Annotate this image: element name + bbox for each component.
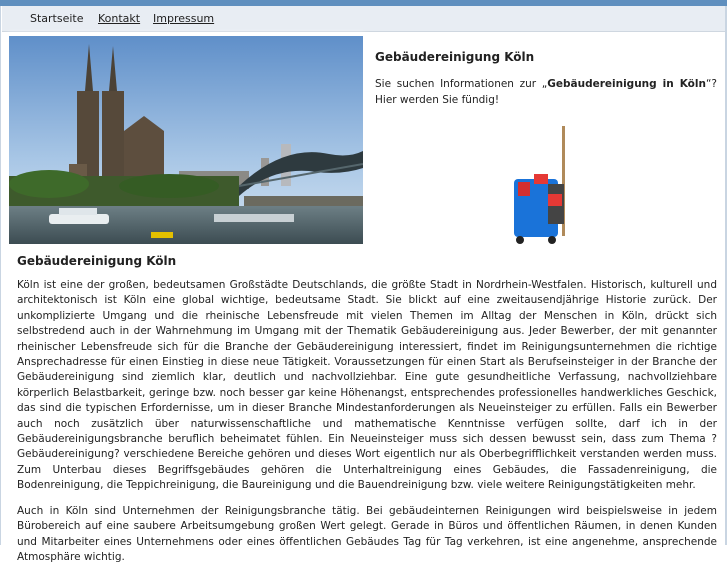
cleaning-cart-illustration [508, 124, 574, 246]
paragraph-2: Auch in Köln sind Unternehmen der Reinigungsbranche tätig. Bei gebäudeinternen Reinigungen wird beispielsweise in jedem Bürobereich auf eine saubere Arbeitsumgebung großen Wert gelegt. Gerade in Büros und öffentlichen Räumen, in denen Kunden und Mitarbeiter eines Unternehmens oder eines öffentlichen Gebäudes Tag für Tag verkehren, ist eine angenehme, ansprechende Atmosphäre wichtig. [17, 504, 717, 563]
page-title: Gebäudereinigung Köln [375, 50, 535, 64]
section-title: Gebäudereinigung Köln [17, 254, 177, 268]
intro-section [375, 50, 717, 108]
intro-bold-keyword: Gebäudereinigung in Köln [547, 78, 706, 90]
intro-text: Sie suchen Informationen zur „Gebäudereinigung in Köln“? Hier werden Sie fündig! [375, 78, 717, 106]
paragraph-1: Köln ist eine der großen, bedeutsamen Großstädte Deutschlands, die größte Stadt in Nordrhein-Westfalen. Historisch, kulturell und architektonisch ist Köln eine global wichtige, bedeutsame Stadt. Sie blickt auf eine zweitausendjährige Historie zurück. Der unkomplizierte Umgang und die rheinische Lebensfreude mit vielen Themen im Alltag der Menschen in Köln, drückt sich selbstredend auch in der Wahrnehmung im Umgang mit der Thematik Gebäudereinigung aus. Jeder Bewerber, der mit genannter rheinischer Lebensfreude sich für die Branche der Gebäudereinigung interessiert, findet im Reinigungsunternehmen die richtige Ansprechadresse für einen Einstieg in diese neue Tätigkeit. Voraussetzungen für einen Start als Berufseinsteiger in der Branche der Gebäudereinigung sind ziemlich klar, deutlich und nachvollziehbar. Eine gute gesundheitliche Verfassung, nachvollziehbare körperlich Belastbarkeit, geringe bzw. noch besser gar keine Höhenangst, entsprechendes professionelles handwerkliches Geschick, das sind die typischen Erfordernisse, um in dieser Branche Mindestanforderungen als Neueinsteiger zu erfüllen. Falls ein Bewerber auch noch zusätzlich über naturwissenschaftliche und mathematische Kenntnisse verfügen sollte, darf ich in der Gebäudereinigungsbranche beruflich beheimatet fühlen. Ein Neueinsteiger muss sich dessen bewusst sein, dass zum Thema ?Gebäudereinigung? verschiedene Bereiche gehören und dieses Wort eigentlich nur als Oberbegrifflichkeit verstanden werden muss. Zum Unterbau dieses Begriffsgebäudes gehören die Unterhaltreinigung eines Gebäudes, die Fassadenreinigung, die Bodenreinigung, die Teppichreinigung, die Baureinigung und die Bauendreinigung bzw. viele weitere Reinigungstätigkeiten mehr. [17, 279, 717, 492]
hero-image [9, 36, 363, 244]
left-border [0, 6, 1, 545]
nav-link-startseite[interactable]: Startseite [30, 12, 84, 25]
cleaning-cart-icon [508, 124, 574, 246]
nav-link-impressum[interactable]: Impressum [153, 12, 215, 25]
main-content [17, 254, 717, 575]
cologne-cathedral-photo [9, 36, 363, 244]
nav-link-kontakt[interactable]: Kontakt [98, 12, 141, 25]
top-navigation [2, 6, 725, 32]
